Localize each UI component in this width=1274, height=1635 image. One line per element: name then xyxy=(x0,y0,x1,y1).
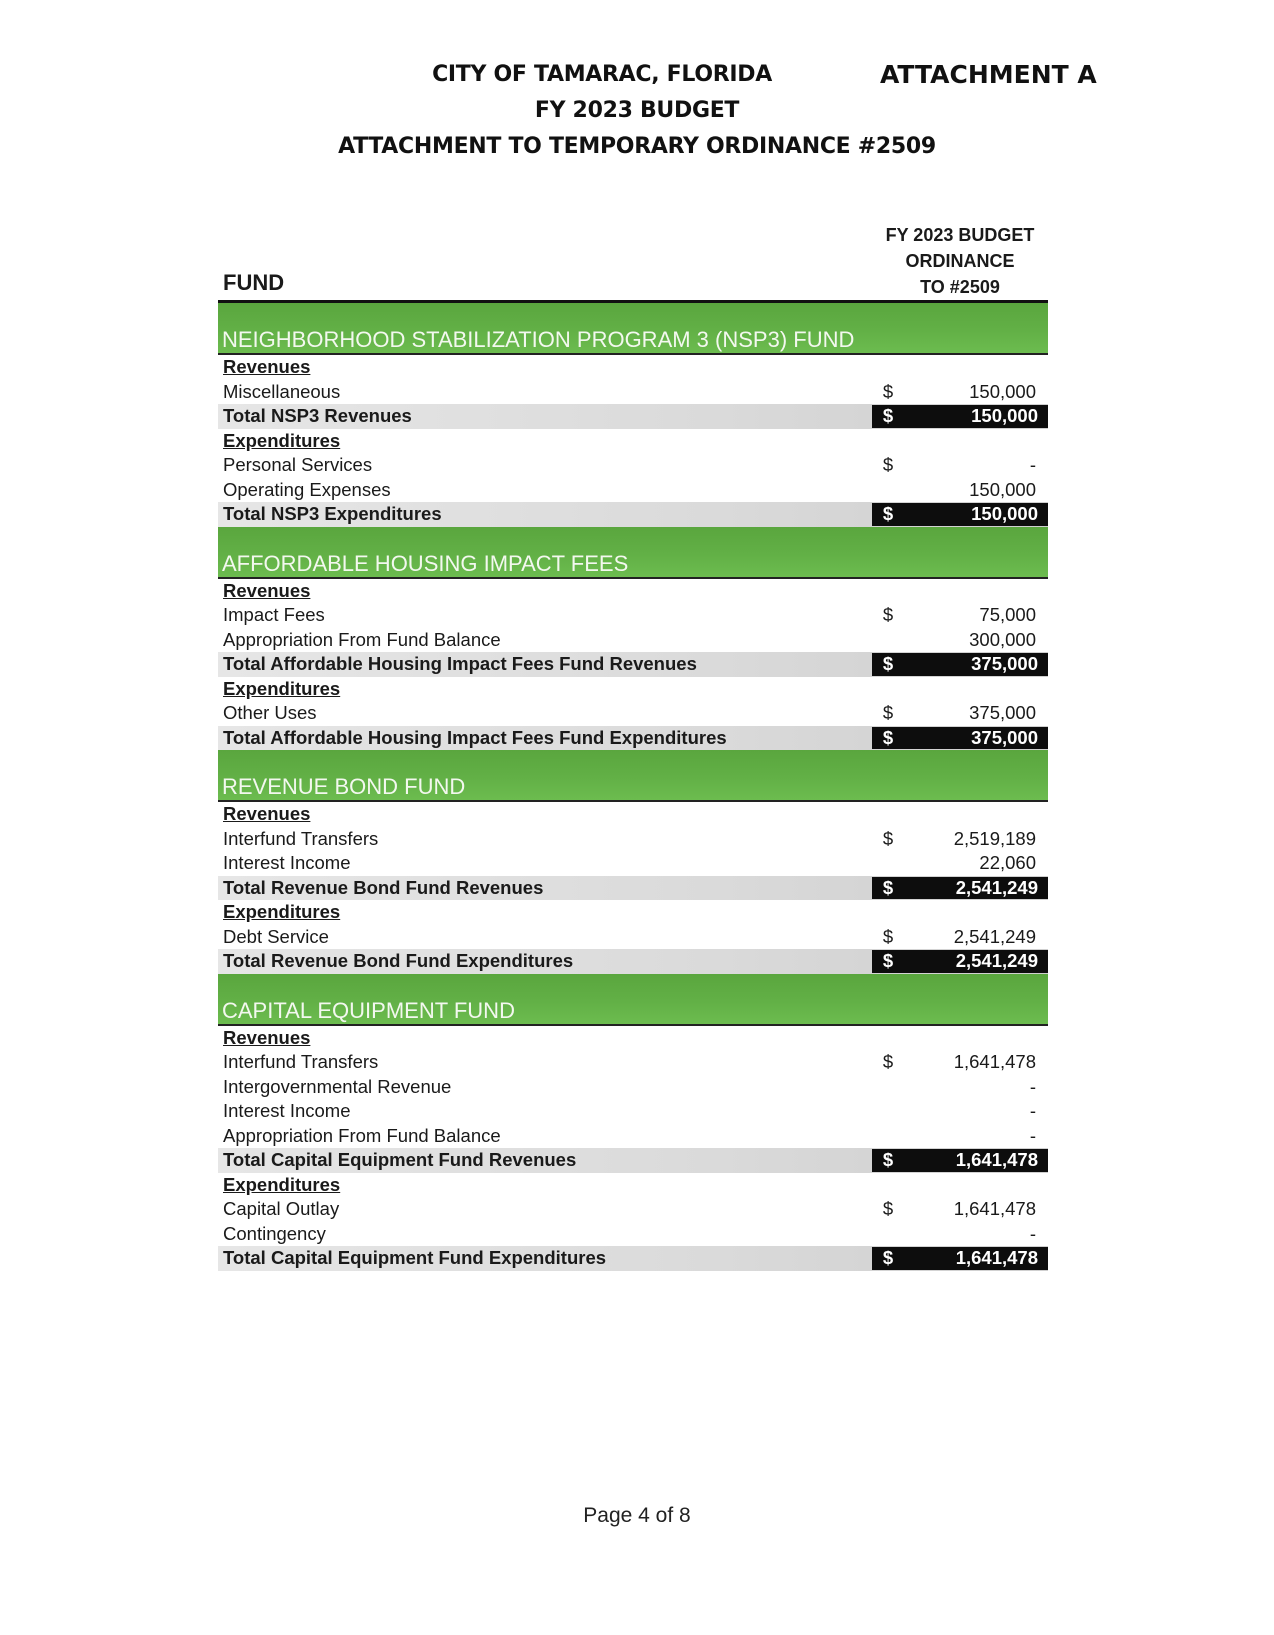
currency-symbol: $ xyxy=(882,503,894,524)
line-item-row xyxy=(218,1075,1048,1100)
line-item-row xyxy=(218,827,1048,852)
line-item-label: Total NSP3 Revenues xyxy=(223,405,412,426)
subheading-label: Expenditures xyxy=(223,429,341,451)
line-item-row xyxy=(218,628,1048,653)
fund-section-header xyxy=(218,750,1048,802)
subheading-label: Expenditures xyxy=(223,901,341,922)
amount-value: 2,541,249 xyxy=(955,950,1038,971)
fund-section xyxy=(218,750,1048,974)
line-item-row xyxy=(218,478,1048,503)
line-item-row xyxy=(218,1222,1048,1247)
line-item-row xyxy=(218,925,1048,950)
total-amount-box xyxy=(872,1247,1048,1270)
document-title-ordinance: ATTACHMENT TO TEMPORARY ORDINANCE #2509 xyxy=(338,134,936,159)
fund-section-title: NEIGHBORHOOD STABILIZATION PROGRAM 3 (NSP3) FUND xyxy=(222,327,855,352)
line-item-label: Contingency xyxy=(223,1222,326,1244)
currency-symbol: $ xyxy=(882,1051,894,1072)
fund-section xyxy=(218,974,1048,1271)
subheading-row xyxy=(218,677,1048,702)
subheading-row xyxy=(218,429,1048,454)
fund-column-header: FUND xyxy=(223,270,285,295)
fund-section xyxy=(218,527,1048,751)
amount-value: 22,060 xyxy=(979,852,1036,873)
currency-symbol: $ xyxy=(882,726,894,748)
currency-symbol: $ xyxy=(882,380,894,402)
line-item-row xyxy=(218,1124,1048,1149)
currency-symbol: $ xyxy=(882,925,894,947)
subheading-row xyxy=(218,802,1048,827)
amount-value: - xyxy=(1029,1075,1036,1097)
line-item-label: Interfund Transfers xyxy=(223,1051,379,1072)
amount-value: - xyxy=(1029,1222,1036,1244)
amount-value: 1,641,478 xyxy=(953,1198,1036,1219)
line-item-row xyxy=(218,380,1048,405)
amount-value: 75,000 xyxy=(979,604,1036,625)
line-item-row xyxy=(218,453,1048,478)
subheading-row xyxy=(218,355,1048,380)
subheading-label: Revenues xyxy=(223,356,311,377)
amount-value: 300,000 xyxy=(969,628,1036,650)
fund-section-header xyxy=(218,974,1048,1026)
currency-symbol: $ xyxy=(882,1149,894,1170)
currency-symbol: $ xyxy=(882,950,894,971)
total-row xyxy=(218,1148,1048,1173)
currency-symbol: $ xyxy=(882,604,894,625)
currency-symbol: $ xyxy=(882,702,894,723)
total-row xyxy=(218,502,1048,527)
fund-section-title: CAPITAL EQUIPMENT FUND xyxy=(222,997,515,1023)
budget-column-header-line: ORDINANCE xyxy=(905,251,1015,271)
fund-section-header xyxy=(218,527,1048,579)
total-row xyxy=(218,652,1048,677)
line-item-label: Total Revenue Bond Fund Revenues xyxy=(223,876,544,898)
budget-column-header-line: TO #2509 xyxy=(920,277,1000,297)
line-item-label: Intergovernmental Revenue xyxy=(223,1075,452,1097)
line-item-label: Total Capital Equipment Fund Revenues xyxy=(223,1149,577,1170)
subheading-label: Revenues xyxy=(223,1026,311,1048)
line-item-label: Appropriation From Fund Balance xyxy=(223,1124,501,1146)
amount-value: - xyxy=(1029,1100,1036,1121)
amount-value: 375,000 xyxy=(971,726,1038,748)
subheading-label: Revenues xyxy=(223,579,311,601)
subheading-label: Revenues xyxy=(223,803,311,824)
total-amount-box xyxy=(872,1149,1048,1172)
amount-value: 150,000 xyxy=(971,503,1038,524)
currency-symbol: $ xyxy=(882,405,894,426)
total-amount-box xyxy=(872,405,1048,428)
budget-column-header xyxy=(860,222,1060,300)
fund-section-title: REVENUE BOND FUND xyxy=(222,774,466,799)
line-item-label: Personal Services xyxy=(223,454,373,475)
line-item-label: Impact Fees xyxy=(223,604,325,625)
subheading-row xyxy=(218,579,1048,604)
line-item-row xyxy=(218,701,1048,726)
amount-value: 150,000 xyxy=(969,478,1036,500)
amount-value: 1,641,478 xyxy=(953,1051,1036,1072)
line-item-label: Total Affordable Housing Impact Fees Fund Revenues xyxy=(223,653,697,674)
line-item-label: Interfund Transfers xyxy=(223,827,379,849)
total-row xyxy=(218,726,1048,751)
line-item-label: Total Revenue Bond Fund Expenditures xyxy=(223,950,574,971)
amount-value: 2,519,189 xyxy=(953,827,1036,849)
budget-column-header-line: FY 2023 BUDGET xyxy=(885,225,1035,245)
subheading-label: Expenditures xyxy=(223,677,341,699)
currency-symbol: $ xyxy=(882,1198,894,1219)
line-item-label: Miscellaneous xyxy=(223,380,341,402)
line-item-label: Interest Income xyxy=(223,852,351,873)
subheading-label: Expenditures xyxy=(223,1173,341,1195)
subheading-row xyxy=(218,900,1048,925)
line-item-label: Interest Income xyxy=(223,1100,351,1121)
amount-value: - xyxy=(1029,454,1036,475)
document-title-city: CITY OF TAMARAC, FLORIDA xyxy=(432,62,772,87)
total-row xyxy=(218,1246,1048,1271)
currency-symbol: $ xyxy=(882,653,894,674)
line-item-row xyxy=(218,1197,1048,1222)
fund-section xyxy=(218,303,1048,527)
line-item-label: Total Affordable Housing Impact Fees Fund Expenditures xyxy=(223,726,727,748)
currency-symbol: $ xyxy=(882,1247,894,1268)
line-item-label: Operating Expenses xyxy=(223,478,391,500)
line-item-row xyxy=(218,1050,1048,1075)
currency-symbol: $ xyxy=(882,876,894,898)
total-row xyxy=(218,404,1048,429)
total-amount-box xyxy=(872,950,1048,973)
amount-value: 150,000 xyxy=(971,405,1038,426)
total-amount-box xyxy=(872,727,1048,750)
fund-section-title: AFFORDABLE HOUSING IMPACT FEES xyxy=(222,550,629,576)
amount-value: 375,000 xyxy=(971,653,1038,674)
line-item-label: Debt Service xyxy=(223,925,329,947)
fund-table xyxy=(218,303,1048,1271)
currency-symbol: $ xyxy=(882,454,894,475)
total-amount-box xyxy=(872,653,1048,676)
subheading-row xyxy=(218,1026,1048,1051)
amount-value: - xyxy=(1029,1124,1036,1146)
page-number: Page 4 of 8 xyxy=(583,1504,691,1527)
line-item-label: Total NSP3 Expenditures xyxy=(223,503,442,524)
total-row xyxy=(218,876,1048,901)
document-title-budget: FY 2023 BUDGET xyxy=(534,98,740,123)
line-item-label: Total Capital Equipment Fund Expenditures xyxy=(223,1247,607,1268)
subheading-row xyxy=(218,1173,1048,1198)
currency-symbol: $ xyxy=(882,827,894,849)
total-row xyxy=(218,949,1048,974)
line-item-label: Capital Outlay xyxy=(223,1198,340,1219)
total-amount-box xyxy=(872,877,1048,900)
line-item-row xyxy=(218,851,1048,876)
attachment-label: ATTACHMENT A xyxy=(880,60,1097,89)
line-item-row xyxy=(218,1099,1048,1124)
amount-value: 375,000 xyxy=(969,702,1036,723)
amount-value: 1,641,478 xyxy=(955,1149,1038,1170)
line-item-label: Other Uses xyxy=(223,702,317,723)
line-item-label: Appropriation From Fund Balance xyxy=(223,628,501,650)
line-item-row xyxy=(218,603,1048,628)
amount-value: 2,541,249 xyxy=(955,876,1038,898)
fund-section-header xyxy=(218,303,1048,355)
amount-value: 1,641,478 xyxy=(955,1247,1038,1268)
amount-value: 2,541,249 xyxy=(953,925,1036,947)
amount-value: 150,000 xyxy=(969,380,1036,402)
total-amount-box xyxy=(872,503,1048,526)
